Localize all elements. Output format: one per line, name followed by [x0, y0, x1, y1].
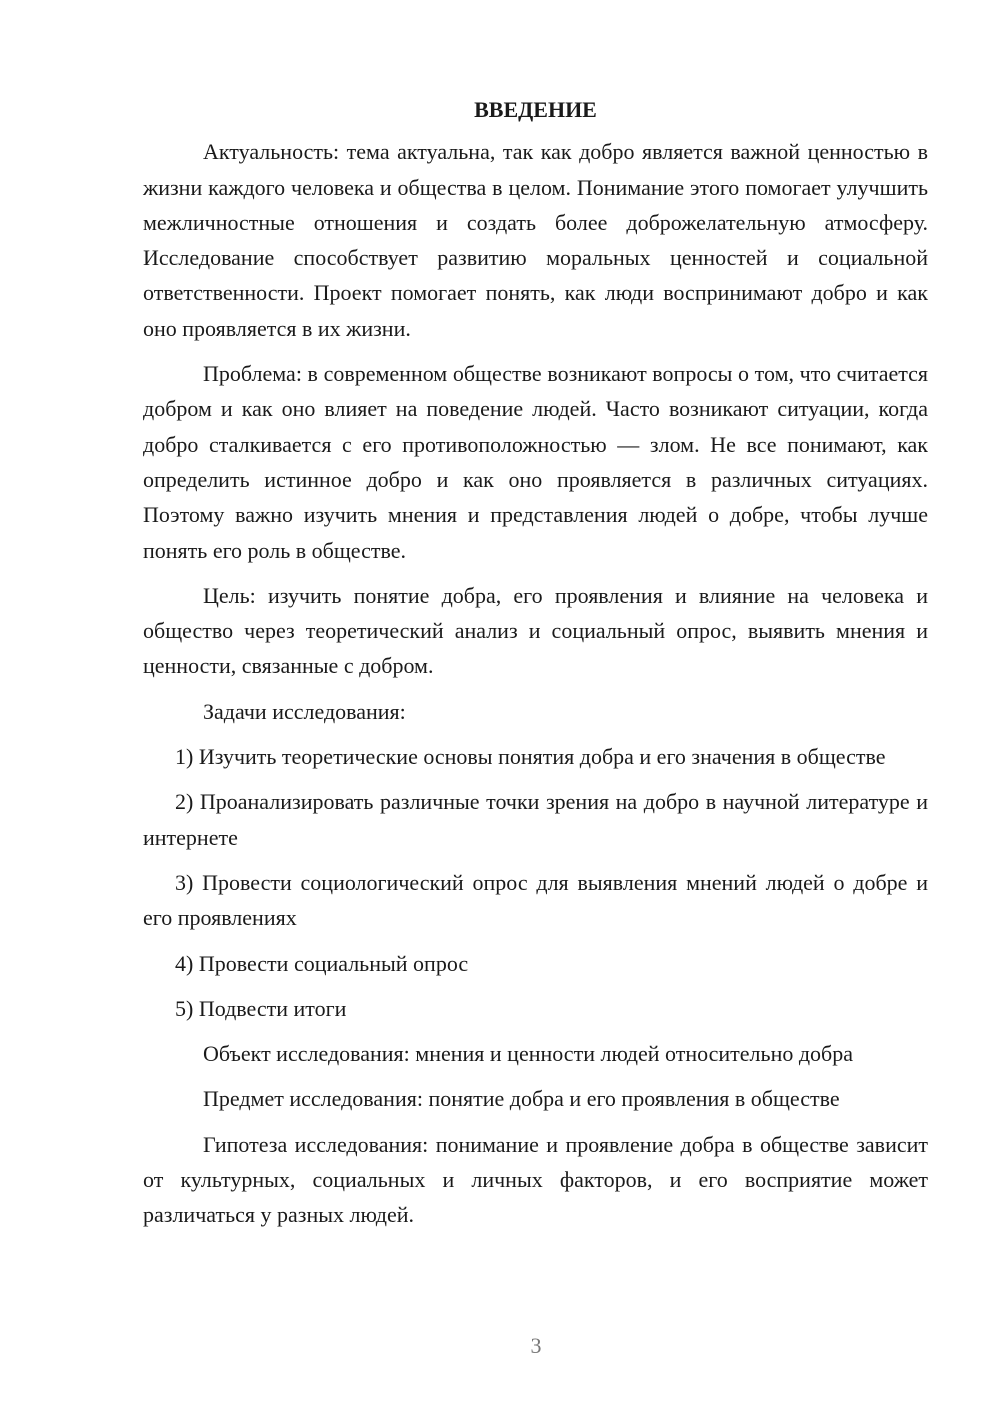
document-title: ВВЕДЕНИЕ [474, 97, 597, 122]
task-item-1: 1) Изучить теоретические основы понятия добра и его значения в обществе [175, 744, 886, 770]
task-item-4: 4) Провести социальный опрос [175, 950, 469, 976]
task-item-3: 3) Провести социологический опрос для выявления мнений людей о добре и его проявлениях [143, 869, 928, 931]
paragraph-relevance: Актуальность: тема актуальна, так как добро является важной ценностью в жизни каждого человека и общества в целом. Понимание этого помогает улучшить межличностные отношения и создать более доброжелательную атмосферу. Исследование способствует развитию моральных ценностей и социальной ответственности. Проект помогает понять, как люди воспринимают добро и как оно проявляется в их жизни. [143, 139, 928, 341]
paragraph-object: Объект исследования: мнения и ценности людей относительно добра [203, 1041, 853, 1067]
paragraph-problem: Проблема: в современном обществе возникают вопросы о том, что считается добром и как оно влияет на поведение людей. Часто возникают ситуации, когда добро сталкивается с его противоположностью — злом. Не все понимают, как определить истинное добро и как оно проявляется в различных ситуациях. Поэтому важно изучить мнения и представления людей о добре, чтобы лучше понять его роль в обществе. [143, 361, 928, 563]
page-number: 3 [530, 1333, 542, 1358]
paragraph-goal: Цель: изучить понятие добра, его проявления и влияние на человека и общество через теоретический анализ и социальный опрос, выявить мнения и ценности, связанные с добром. [143, 582, 928, 679]
task-item-2: 2) Проанализировать различные точки зрения на добро в научной литературе и интернете [143, 789, 928, 850]
document-page [143, 92, 928, 1243]
paragraph-subject: Предмет исследования: понятие добра и его проявления в обществе [203, 1086, 840, 1112]
tasks-heading: Задачи исследования: [203, 698, 406, 724]
task-item-5: 5) Подвести итоги [175, 995, 347, 1021]
paragraph-hypothesis: Гипотеза исследования: понимание и проявление добра в обществе зависит от культурных, социальных и личных факторов, и его восприятие может различаться у разных людей. [143, 1131, 928, 1228]
